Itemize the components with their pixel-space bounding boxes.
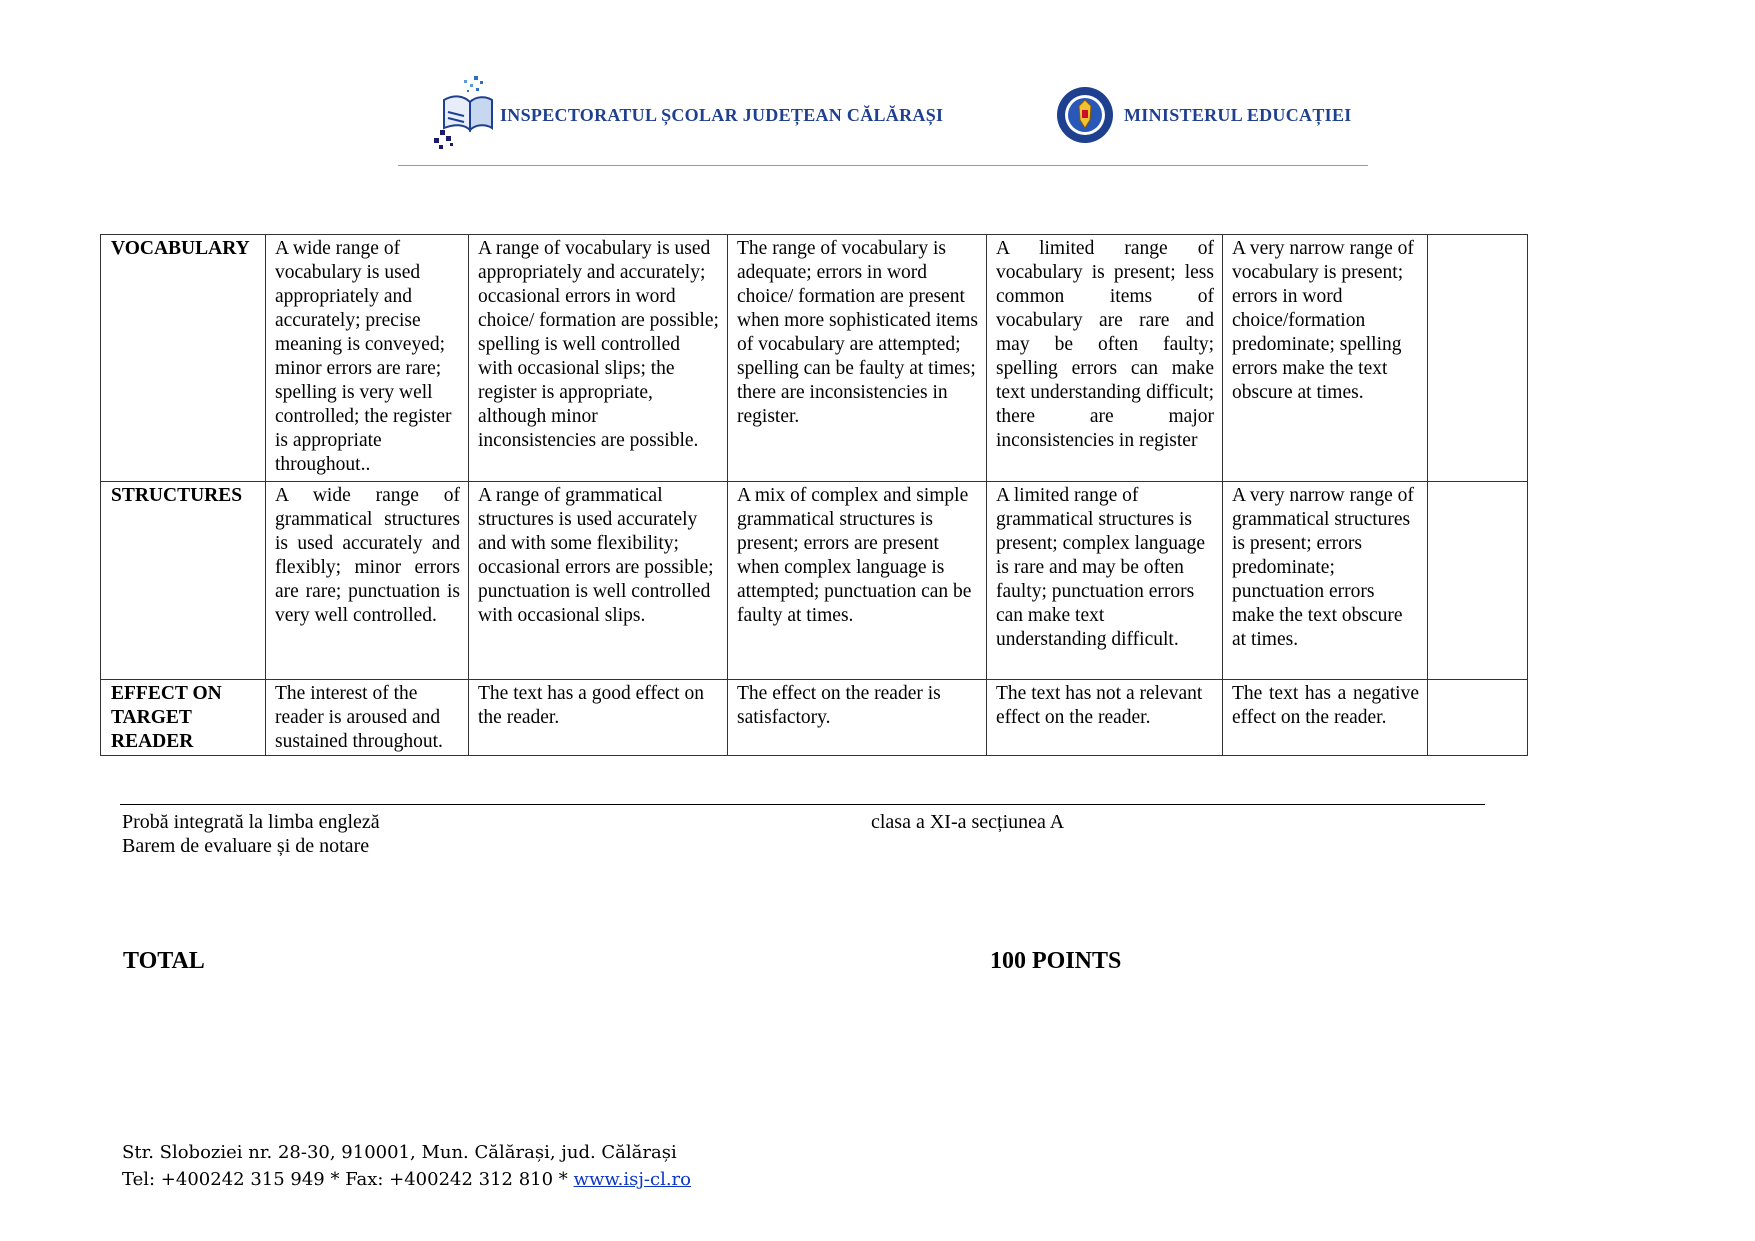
rubric-cell: The range of vocabulary is adequate; errors in word choice/ formation are present when more sophisticated items of vocabulary are attempted; spelling can be faulty at times; there are inconsistencies in register. xyxy=(728,235,987,482)
rubric-cell: A limited range of vocabulary is present; less common items of vocabulary are rare and may be often faulty; spelling errors can make text understanding difficult; there are major inconsistencies in register xyxy=(987,235,1223,482)
rubric-cell xyxy=(1428,680,1528,756)
total-points: 100 POINTS xyxy=(990,948,1122,974)
book-stars-logo-icon xyxy=(430,72,498,154)
website-link[interactable]: www.isj-cl.ro xyxy=(573,1169,691,1190)
rubric-cell: The interest of the reader is aroused and sustained throughout. xyxy=(266,680,469,756)
rubric-cell: The text has a negative effect on the reader. xyxy=(1223,680,1428,756)
rubric-cell: A wide range of vocabulary is used appropriately and accurately; precise meaning is conveyed; minor errors are rare; spelling is very well controlled; the register is appropriate throughout.. xyxy=(266,235,469,482)
inspectorate-name: INSPECTORATUL ȘCOLAR JUDEȚEAN CĂLĂRAȘI xyxy=(500,105,944,125)
rubric-cell: A wide range of grammatical structures is used accurately and flexibly; minor errors are rare; punctuation is very well controlled. xyxy=(266,482,469,680)
total-label: TOTAL xyxy=(123,948,205,974)
criterion-cell: EFFECT ON TARGET READER xyxy=(101,680,266,756)
criterion-cell: VOCABULARY xyxy=(101,235,266,482)
footer-divider xyxy=(120,804,1485,805)
rubric-cell: A range of grammatical structures is used accurately and with some flexibility; occasional errors are possible; punctuation is well controlled with occasional slips. xyxy=(469,482,728,680)
rubric-cell xyxy=(1428,235,1528,482)
rubric-row-structures xyxy=(101,482,1528,680)
class-info: clasa a XI-a secțiunea A xyxy=(871,811,1065,833)
rubric-cell: A limited range of grammatical structures is present; complex language is rare and may be often faulty; punctuation errors can make text understanding difficult. xyxy=(987,482,1223,680)
rubric-cell: A very narrow range of vocabulary is present; errors in word choice/formation predominate; spelling errors make the text obscure at times. xyxy=(1223,235,1428,482)
criterion-cell: STRUCTURES xyxy=(101,482,266,680)
rubric-cell xyxy=(1428,482,1528,680)
ministry-seal-icon xyxy=(1056,86,1114,144)
rubric-cell: The effect on the reader is satisfactory. xyxy=(728,680,987,756)
contact-phone-fax: Tel: +400242 315 949 * Fax: +400242 312 810 * xyxy=(122,1169,574,1190)
contact-line xyxy=(122,1166,691,1193)
rubric-row-effect-on-target-reader xyxy=(101,680,1528,756)
assessment-rubric-table xyxy=(100,234,1528,756)
rubric-cell: A very narrow range of grammatical structures is present; errors predominate; punctuation errors make the text obscure at times. xyxy=(1223,482,1428,680)
rubric-row-vocabulary xyxy=(101,235,1528,482)
exam-title: Probă integrată la limba engleză xyxy=(122,811,380,833)
rubric-cell: A mix of complex and simple grammatical structures is present; errors are present when complex language is attempted; punctuation can be faulty at times. xyxy=(728,482,987,680)
ministry-name: MINISTERUL EDUCAȚIEI xyxy=(1124,105,1352,125)
rubric-cell: A range of vocabulary is used appropriately and accurately; occasional errors in word choice/ formation are possible; spelling is well controlled with occasional slips; the register is appropriate, although minor inconsistencies are possible. xyxy=(469,235,728,482)
exam-subtitle: Barem de evaluare și de notare xyxy=(122,835,370,857)
rubric-cell: The text has a good effect on the reader. xyxy=(469,680,728,756)
address-line: Str. Sloboziei nr. 28-30, 910001, Mun. Călărași, jud. Călărași xyxy=(122,1142,677,1163)
header-divider xyxy=(398,165,1368,166)
rubric-cell: The text has not a relevant effect on the reader. xyxy=(987,680,1223,756)
